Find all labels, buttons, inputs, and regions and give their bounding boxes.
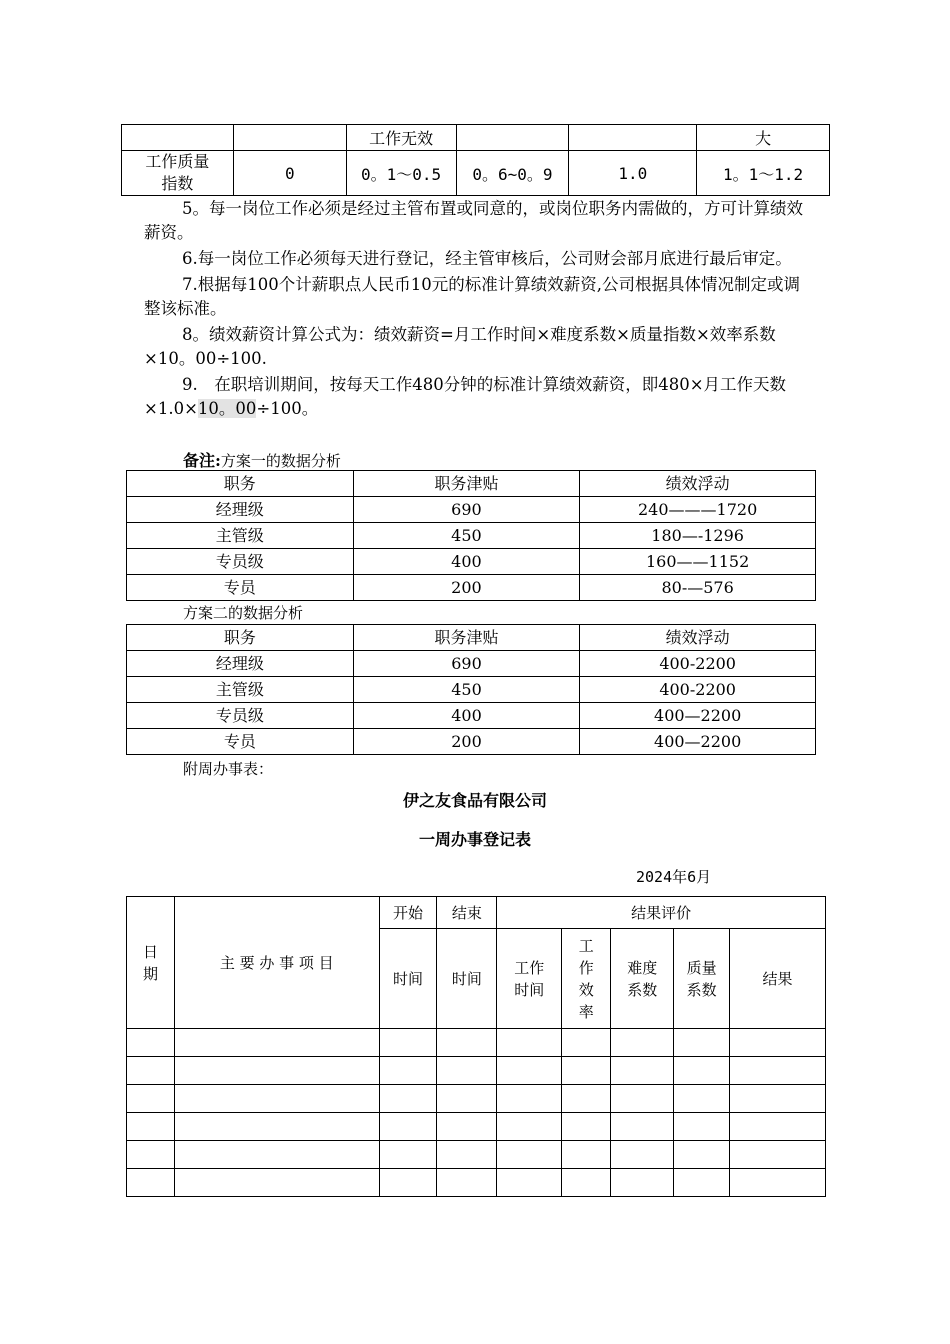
cell: 690 (353, 651, 580, 677)
header-cell: 职务津贴 (353, 471, 580, 497)
cell: 经理级 (127, 497, 354, 523)
cell: 经理级 (127, 651, 354, 677)
header-result: 结果 (730, 929, 826, 1029)
cell (569, 125, 697, 151)
cell: 450 (353, 523, 580, 549)
cell: 1。1～1.2 (697, 151, 830, 196)
plan2-label: 方案二的数据分析 (183, 604, 304, 622)
cell: 200 (353, 729, 580, 755)
header-start: 开始 (379, 897, 437, 929)
rule-9 (144, 373, 810, 421)
rules-text (144, 197, 810, 421)
table-row (127, 497, 816, 523)
cell: 0 (233, 151, 346, 196)
plan2-table (126, 624, 816, 755)
cell (456, 125, 569, 151)
cell: 450 (353, 677, 580, 703)
cell: 1.0 (569, 151, 697, 196)
table-row (127, 1141, 826, 1169)
cell: 专员级 (127, 549, 354, 575)
cell-large: 大 (697, 125, 830, 151)
attachment-label: 附周办事表： (183, 760, 274, 778)
cell: 200 (353, 575, 580, 601)
table-row (127, 549, 816, 575)
rule-5: 5。每一岗位工作必须是经过主管布置或同意的，或岗位职务内需做的，方可计算绩效薪资。 (144, 199, 803, 242)
header-efficiency: 工作效率 (562, 929, 611, 1029)
header-cell: 职务 (127, 471, 354, 497)
form-title: 一周办事登记表 (418, 830, 531, 849)
table-row (127, 651, 816, 677)
cell: 专员 (127, 575, 354, 601)
cell: 400—2200 (580, 729, 816, 755)
header-cell: 职务津贴 (353, 625, 580, 651)
table-row (127, 1113, 826, 1141)
header-cell: 绩效浮动 (580, 471, 816, 497)
header-difficulty: 难度系数 (611, 929, 674, 1029)
remark-label: 备注: (183, 451, 221, 470)
rule-6: 6.每一岗位工作必须每天进行登记，经主管审核后，公司财会部月底进行最后审定。 (182, 249, 792, 268)
header-quality: 质量系数 (674, 929, 730, 1029)
header-end-time: 时间 (437, 929, 497, 1029)
quality-index-table (121, 124, 830, 196)
cell: 400 (353, 549, 580, 575)
weekly-form-table (126, 896, 826, 1197)
cell (122, 125, 234, 151)
cell: 主管级 (127, 677, 354, 703)
cell: 400 (353, 703, 580, 729)
cell: 主管级 (127, 523, 354, 549)
cell: 0。6~0。9 (456, 151, 569, 196)
rule-9-text: 9. 在职培训期间，按每天工作480分钟的标准计算绩效薪资，即480×月工作天数×1.0× (144, 375, 787, 418)
remark-line (183, 448, 341, 471)
cell: 80-—576 (580, 575, 816, 601)
cell: 专员级 (127, 703, 354, 729)
cell: 240———1720 (580, 497, 816, 523)
table-row (127, 703, 816, 729)
rule-7: 7.根据每100个计薪职点人民币10元的标准计算绩效薪资,公司根据具体情况制定或调整该标准。 (144, 275, 800, 318)
header-work-time: 工作时间 (497, 929, 562, 1029)
company-title: 伊之友食品有限公司 (402, 791, 547, 810)
header-cell: 职务 (127, 625, 354, 651)
plan1-label: 方案一的数据分析 (220, 452, 341, 470)
table-row (127, 575, 816, 601)
rule-8: 8。绩效薪资计算公式为：绩效薪资=月工作时间×难度系数×质量指数×效率系数×10。00÷100. (144, 325, 776, 368)
cell: 690 (353, 497, 580, 523)
table-row (127, 729, 816, 755)
quality-index-label: 工作质量指数 (122, 151, 234, 196)
cell-invalid-work: 工作无效 (346, 125, 456, 151)
cell: 400-2200 (580, 651, 816, 677)
header-start-time: 时间 (379, 929, 437, 1029)
form-date: 2024年6月 (636, 868, 712, 886)
table-row (127, 523, 816, 549)
header-result-eval: 结果评价 (497, 897, 826, 929)
cell: 专员 (127, 729, 354, 755)
cell: 400—2200 (580, 703, 816, 729)
plan1-table (126, 470, 816, 601)
cell: 0。1～0.5 (346, 151, 456, 196)
rule-9-tail: ÷100。 (256, 399, 319, 418)
table-row (127, 1057, 826, 1085)
header-main-items: 主 要 办 事 项 目 (174, 897, 379, 1029)
header-date: 日期 (127, 897, 175, 1029)
header-end: 结束 (437, 897, 497, 929)
header-cell: 绩效浮动 (580, 625, 816, 651)
cell: 160——1152 (580, 549, 816, 575)
highlighted-text: 10。00 (197, 399, 257, 418)
cell: 400-2200 (580, 677, 816, 703)
table-row (127, 677, 816, 703)
table-row (127, 1029, 826, 1057)
table-row (127, 1169, 826, 1197)
cell: 180—-1296 (580, 523, 816, 549)
cell (233, 125, 346, 151)
table-row (127, 1085, 826, 1113)
